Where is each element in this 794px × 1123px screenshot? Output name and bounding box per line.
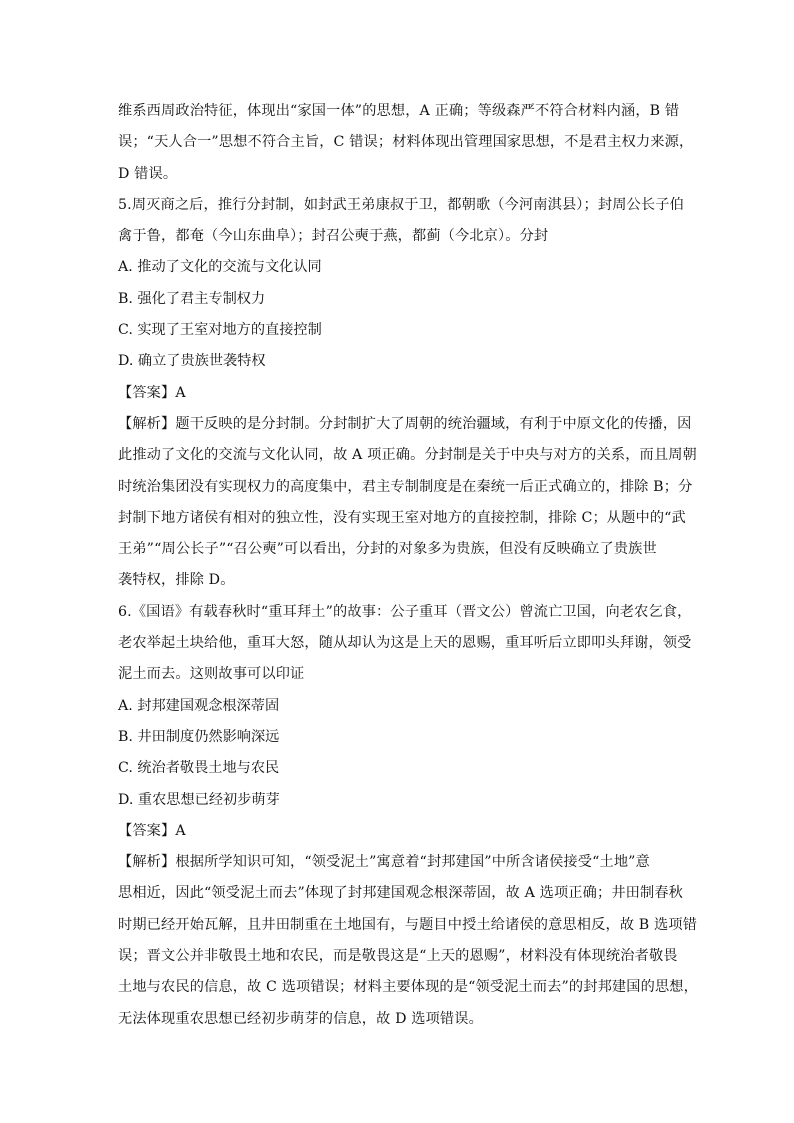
question-5-stem: 禽于鲁，都奄（今山东曲阜）；封召公奭于燕，都蓟（今北京）。分封 [118,228,549,245]
question-5-analysis: 王弟”“周公长子”“召公奭”可以看出，分封的对象多为贵族，但没有反映确立了贵族世 [118,541,657,558]
question-6-analysis: 【解析】根据所学知识可知，“领受泥土”寓意着“封邦建国”中所含诸侯接受“土地”意 [118,854,650,871]
text-line: D 错误。 [118,165,178,182]
question-6-analysis: 时期已经开始瓦解，且井田制重在土地国有，与题目中授土给诸侯的意思相反，故 B 选项错 [118,916,698,933]
question-5-option-b: B. 强化了君主专制权力 [118,290,266,307]
question-5-option-c: C. 实现了王室对地方的直接控制 [118,322,322,339]
question-5-stem: 5.周灭商之后，推行分封制，如封武王弟康叔于卫，都朝歌（今河南淇县）；封周公长子伯 [118,196,684,213]
question-6-analysis: 误；晋文公并非敬畏土地和农民，而是敬畏这是“上天的恩赐”，材料没有体现统治者敬畏 [118,948,678,965]
question-6-option-d: D. 重农思想已经初步萌芽 [118,791,280,808]
question-6-option-b: B. 井田制度仍然影响深远 [118,728,280,745]
question-5-option-a: A. 推动了文化的交流与文化认同 [118,259,322,276]
question-6-option-c: C. 统治者敬畏土地与农民 [118,760,280,777]
question-6-option-a: A. 封邦建国观念根深蒂固 [118,697,280,714]
question-6-stem: 6.《国语》有载春秋时“重耳拜土”的故事：公子重耳（晋文公）曾流亡卫国，向老农乞食， [118,603,692,620]
question-6-stem: 泥土而去。这则故事可以印证 [118,666,305,683]
document-page [118,96,698,1035]
question-5-answer: 【答案】A [118,384,186,401]
question-5-analysis: 此推动了文化的交流与文化认同，故 A 项正确。分封制是关于中央与对方的关系，而且周朝 [118,447,697,464]
text-line: 误；“天人合一”思想不符合主旨，C 错误；材料体现出管理国家思想，不是君主权力来源， [118,134,694,151]
question-6-stem: 老农举起土块给他，重耳大怒，随从却认为这是上天的恩赐，重耳听后立即叩头拜谢，领受 [118,635,692,652]
question-6-analysis: 思相近，因此“领受泥土而去”体现了封邦建国观念根深蒂固，故 A 选项正确；井田制春秋 [118,885,684,902]
question-5-analysis: 袭特权，排除 D。 [118,572,235,589]
question-5-analysis: 【解析】题干反映的是分封制。分封制扩大了周朝的统治疆域，有利于中原文化的传播，因 [118,415,692,432]
question-5-option-d: D. 确立了贵族世袭特权 [118,353,266,370]
question-6-analysis: 土地与农民的信息，故 C 选项错误；材料主要体现的是“领受泥土而去”的封邦建国的思想， [118,979,698,996]
question-5-analysis: 时统治集团没有实现权力的高度集中，君主专制制度是在秦统一后正式确立的，排除 B；分 [118,478,693,495]
text-line: 维系西周政治特征，体现出“家国一体”的思想，A 正确；等级森严不符合材料内涵，B 错 [118,103,680,119]
question-6-answer: 【答案】A [118,822,186,839]
question-6-analysis: 无法体现重农思想已经初步萌芽的信息，故 D 选项错误。 [118,1010,483,1027]
question-5-analysis: 封制下地方诸侯有相对的独立性，没有实现王室对地方的直接控制，排除 C；从题中的“武 [118,509,686,526]
